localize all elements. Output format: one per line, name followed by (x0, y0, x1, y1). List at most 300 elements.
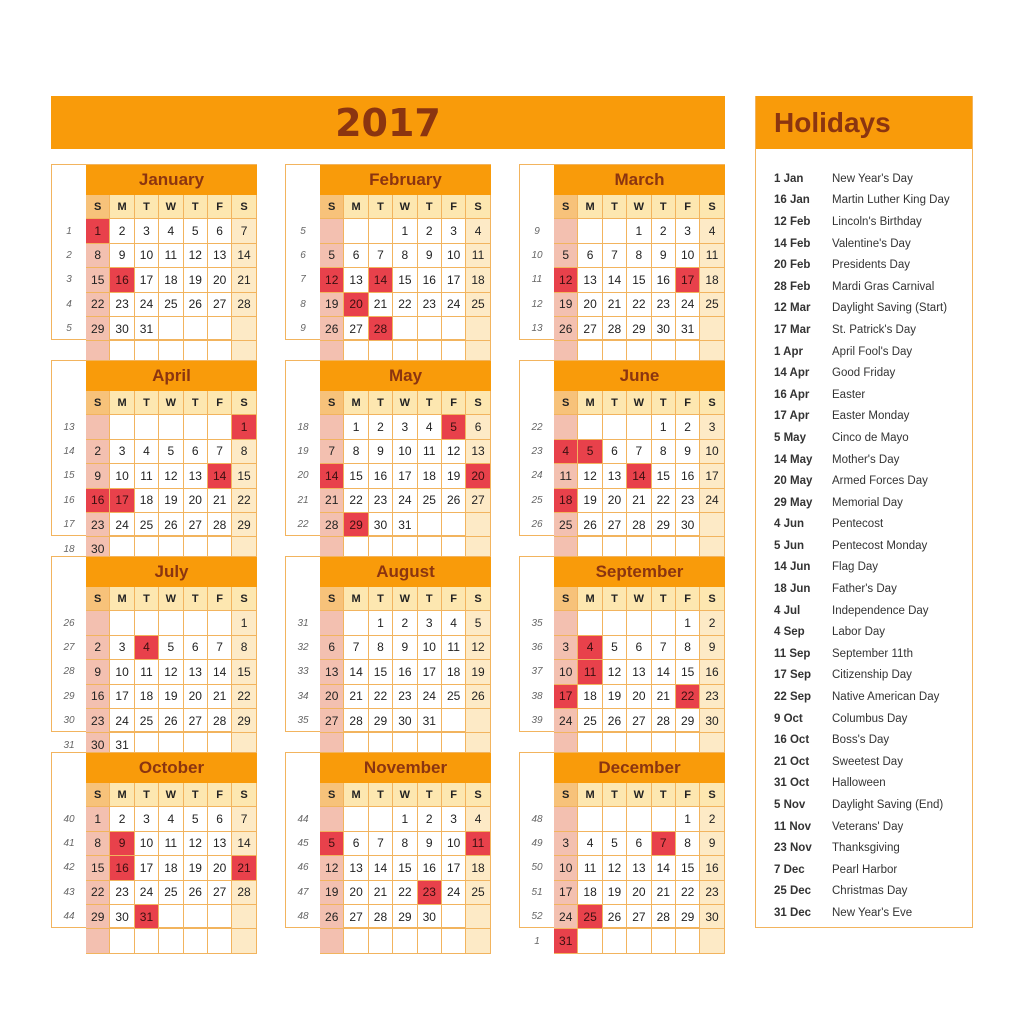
day-cell: 13 (184, 660, 208, 684)
day-cell: 22 (369, 685, 393, 709)
week-number: 30 (63, 715, 75, 727)
empty-cell (320, 611, 344, 635)
weekday-header: T (603, 391, 627, 415)
day-cell: 17 (554, 685, 578, 709)
day-cell: 15 (232, 660, 256, 684)
weekday-header: S (554, 391, 578, 415)
day-cell: 30 (110, 317, 134, 341)
holiday-date: 16 Apr (774, 388, 810, 401)
day-cell: 3 (676, 219, 700, 243)
day-cell: 24 (418, 685, 442, 709)
day-cell: 31 (135, 905, 159, 929)
week-number: 52 (531, 911, 543, 923)
day-cell: 12 (603, 856, 627, 880)
weekday-header: W (393, 195, 417, 219)
empty-cell (627, 415, 651, 439)
day-cell: 4 (418, 415, 442, 439)
week-number: 1 (66, 225, 72, 237)
day-cell: 9 (676, 440, 700, 464)
holiday-name: Pentecost Monday (832, 539, 928, 552)
day-cell: 9 (86, 660, 110, 684)
holiday-row (756, 621, 974, 643)
weekday-header: T (418, 391, 442, 415)
week-number: 38 (531, 690, 543, 702)
week-number: 41 (63, 838, 75, 850)
weekday-header: F (442, 391, 466, 415)
day-cell: 13 (627, 660, 651, 684)
day-cell: 1 (676, 611, 700, 635)
day-cell: 26 (184, 293, 208, 317)
day-cell: 25 (578, 709, 602, 733)
holiday-date: 29 May (774, 496, 813, 509)
holiday-date: 16 Oct (774, 734, 810, 747)
month-name: September (554, 557, 725, 587)
holiday-date: 14 May (774, 453, 813, 466)
week-number: 10 (531, 250, 543, 262)
day-cell: 10 (676, 244, 700, 268)
holiday-row (756, 211, 974, 233)
holiday-date: 20 Feb (774, 259, 811, 272)
empty-cell (369, 807, 393, 831)
day-cell: 5 (603, 636, 627, 660)
day-cell: 8 (676, 636, 700, 660)
day-cell: 6 (627, 832, 651, 856)
week-number: 1 (534, 935, 540, 947)
day-cell: 30 (110, 905, 134, 929)
weekday-header: T (418, 195, 442, 219)
weekday-header: F (208, 195, 232, 219)
day-cell: 20 (208, 856, 232, 880)
weekday-header: W (627, 587, 651, 611)
holiday-date: 1 Apr (774, 345, 803, 358)
holiday-date: 11 Sep (774, 647, 811, 660)
day-cell: 7 (627, 440, 651, 464)
day-cell: 7 (652, 832, 676, 856)
holiday-row (756, 470, 974, 492)
weekday-header: M (110, 391, 134, 415)
month-grid (86, 783, 257, 954)
holiday-row (756, 233, 974, 255)
day-cell: 26 (159, 709, 183, 733)
day-cell: 29 (86, 317, 110, 341)
weekday-header: T (418, 587, 442, 611)
day-cell: 12 (554, 268, 578, 292)
holiday-name: Flag Day (832, 561, 879, 574)
day-cell: 9 (393, 636, 417, 660)
week-number: 29 (63, 690, 75, 702)
holiday-date: 16 Jan (774, 194, 810, 207)
weekday-header: M (110, 587, 134, 611)
holiday-date: 9 Oct (774, 712, 803, 725)
holiday-name: Father's Day (832, 583, 897, 596)
weekday-header: S (700, 391, 724, 415)
day-cell: 25 (554, 513, 578, 537)
empty-cell (700, 929, 724, 953)
day-cell: 20 (184, 489, 208, 513)
day-cell: 11 (159, 244, 183, 268)
day-cell: 20 (344, 293, 368, 317)
holiday-date: 5 May (774, 431, 806, 444)
month-name: October (86, 753, 257, 783)
week-number: 26 (531, 519, 543, 531)
day-cell: 14 (320, 464, 344, 488)
month-grid (86, 391, 257, 562)
holiday-list (756, 168, 974, 924)
weekday-header: T (603, 783, 627, 807)
holiday-row (756, 837, 974, 859)
day-cell: 27 (208, 881, 232, 905)
holiday-row (756, 729, 974, 751)
day-cell: 23 (86, 709, 110, 733)
day-cell: 22 (676, 881, 700, 905)
week-numbers (286, 415, 320, 537)
day-cell: 5 (320, 832, 344, 856)
day-cell: 16 (86, 489, 110, 513)
weekday-header: T (184, 587, 208, 611)
holiday-date: 12 Mar (774, 302, 811, 315)
week-number: 50 (531, 862, 543, 874)
day-cell: 16 (393, 660, 417, 684)
weekday-header: S (86, 783, 110, 807)
day-cell: 13 (466, 440, 490, 464)
week-number: 35 (531, 617, 543, 629)
empty-cell (393, 929, 417, 953)
day-cell: 27 (627, 709, 651, 733)
holiday-date: 7 Dec (774, 863, 805, 876)
day-cell: 23 (110, 293, 134, 317)
holiday-date: 22 Sep (774, 691, 812, 704)
week-number: 14 (63, 446, 75, 458)
day-cell: 28 (320, 513, 344, 537)
day-cell: 22 (232, 489, 256, 513)
holiday-row (756, 319, 974, 341)
weekday-header: M (344, 391, 368, 415)
weekday-header: F (442, 783, 466, 807)
weekday-header: F (676, 391, 700, 415)
day-cell: 7 (232, 807, 256, 831)
day-cell: 28 (652, 709, 676, 733)
day-cell: 11 (466, 244, 490, 268)
week-number: 36 (531, 642, 543, 654)
month-grid (320, 391, 491, 562)
day-cell: 8 (86, 832, 110, 856)
month-august (285, 556, 491, 732)
day-cell: 10 (110, 464, 134, 488)
day-cell: 2 (86, 636, 110, 660)
holiday-name: Boss's Day (832, 734, 890, 747)
day-cell: 6 (627, 636, 651, 660)
weekday-header: W (159, 195, 183, 219)
day-cell: 19 (159, 489, 183, 513)
holiday-date: 5 Jun (774, 539, 805, 552)
day-cell: 9 (700, 832, 724, 856)
weekday-header: S (554, 195, 578, 219)
empty-cell (344, 929, 368, 953)
day-cell: 18 (700, 268, 724, 292)
month-october (51, 752, 257, 928)
day-cell: 23 (418, 293, 442, 317)
day-cell: 19 (466, 660, 490, 684)
holiday-date: 17 Apr (774, 410, 810, 423)
day-cell: 15 (393, 856, 417, 880)
empty-cell (232, 929, 256, 953)
weekday-header: S (700, 783, 724, 807)
day-cell: 10 (700, 440, 724, 464)
day-cell: 4 (135, 440, 159, 464)
day-cell: 21 (369, 293, 393, 317)
weekday-header: M (110, 783, 134, 807)
day-cell: 25 (578, 905, 602, 929)
holiday-name: Mardi Gras Carnival (832, 280, 935, 293)
day-cell: 8 (393, 244, 417, 268)
day-cell: 7 (603, 244, 627, 268)
day-cell: 9 (369, 440, 393, 464)
day-cell: 28 (652, 905, 676, 929)
day-cell: 28 (603, 317, 627, 341)
day-cell: 27 (184, 709, 208, 733)
day-cell: 17 (393, 464, 417, 488)
day-cell: 28 (208, 709, 232, 733)
week-number: 20 (297, 470, 309, 482)
day-cell: 22 (393, 881, 417, 905)
week-number: 8 (300, 298, 306, 310)
day-cell: 23 (86, 513, 110, 537)
weekday-header: S (320, 391, 344, 415)
empty-cell (320, 219, 344, 243)
day-cell: 9 (652, 244, 676, 268)
day-cell: 13 (184, 464, 208, 488)
day-cell: 7 (369, 244, 393, 268)
weekday-header: S (700, 195, 724, 219)
empty-cell (603, 611, 627, 635)
empty-cell (578, 415, 602, 439)
week-number: 19 (297, 446, 309, 458)
day-cell: 22 (86, 881, 110, 905)
holiday-name: Veterans' Day (832, 820, 904, 833)
weekday-header: F (208, 391, 232, 415)
empty-cell (700, 513, 724, 537)
day-cell: 6 (184, 636, 208, 660)
weekday-header: M (578, 783, 602, 807)
month-name: February (320, 165, 491, 195)
day-cell: 27 (344, 317, 368, 341)
holiday-row (756, 276, 974, 298)
day-cell: 25 (159, 293, 183, 317)
empty-cell (466, 513, 490, 537)
holiday-name: Sweetest Day (832, 755, 903, 768)
day-cell: 3 (554, 636, 578, 660)
day-cell: 28 (627, 513, 651, 537)
weekday-header: W (627, 391, 651, 415)
day-cell: 17 (442, 268, 466, 292)
day-cell: 12 (578, 464, 602, 488)
day-cell: 3 (554, 832, 578, 856)
holiday-date: 4 Jun (774, 518, 805, 531)
empty-cell (578, 929, 602, 953)
day-cell: 24 (135, 293, 159, 317)
weekday-header: F (676, 783, 700, 807)
day-cell: 11 (554, 464, 578, 488)
holiday-row (756, 341, 974, 363)
day-cell: 21 (603, 293, 627, 317)
weekday-header: S (86, 195, 110, 219)
holiday-date: 4 Sep (774, 626, 805, 639)
day-cell: 16 (418, 856, 442, 880)
day-cell: 5 (466, 611, 490, 635)
day-cell: 5 (184, 807, 208, 831)
day-cell: 31 (554, 929, 578, 953)
empty-cell (554, 611, 578, 635)
week-number: 25 (531, 494, 543, 506)
holiday-name: St. Patrick's Day (832, 323, 916, 336)
weekday-header: T (369, 195, 393, 219)
day-cell: 8 (232, 440, 256, 464)
day-cell: 31 (676, 317, 700, 341)
weekday-header: S (320, 195, 344, 219)
week-number: 5 (300, 225, 306, 237)
empty-cell (135, 611, 159, 635)
day-cell: 24 (554, 709, 578, 733)
day-cell: 3 (110, 636, 134, 660)
day-cell: 23 (676, 489, 700, 513)
day-cell: 15 (232, 464, 256, 488)
holiday-row (756, 686, 974, 708)
weekday-header: S (232, 587, 256, 611)
day-cell: 28 (344, 709, 368, 733)
holiday-date: 28 Feb (774, 280, 811, 293)
day-cell: 8 (676, 832, 700, 856)
holiday-row (756, 557, 974, 579)
day-cell: 16 (700, 856, 724, 880)
day-cell: 21 (627, 489, 651, 513)
empty-cell (466, 929, 490, 953)
month-february (285, 164, 491, 340)
day-cell: 8 (652, 440, 676, 464)
day-cell: 4 (159, 219, 183, 243)
day-cell: 26 (603, 709, 627, 733)
week-number: 9 (300, 323, 306, 335)
day-cell: 28 (369, 317, 393, 341)
week-number: 33 (297, 666, 309, 678)
day-cell: 12 (442, 440, 466, 464)
weekday-header: M (344, 783, 368, 807)
day-cell: 14 (208, 660, 232, 684)
week-number: 22 (531, 421, 543, 433)
week-number: 37 (531, 666, 543, 678)
day-cell: 22 (652, 489, 676, 513)
day-cell: 17 (110, 685, 134, 709)
day-cell: 9 (700, 636, 724, 660)
day-cell: 16 (700, 660, 724, 684)
empty-cell (466, 709, 490, 733)
day-cell: 9 (418, 244, 442, 268)
day-cell: 6 (344, 832, 368, 856)
day-cell: 7 (369, 832, 393, 856)
day-cell: 19 (159, 685, 183, 709)
holiday-row (756, 298, 974, 320)
day-cell: 13 (208, 244, 232, 268)
weekday-header: M (578, 391, 602, 415)
day-cell: 29 (676, 709, 700, 733)
empty-cell (418, 929, 442, 953)
day-cell: 30 (86, 537, 110, 561)
month-january (51, 164, 257, 340)
day-cell: 29 (652, 513, 676, 537)
day-cell: 13 (344, 268, 368, 292)
weekday-header: W (393, 587, 417, 611)
day-cell: 19 (442, 464, 466, 488)
holiday-row (756, 535, 974, 557)
day-cell: 13 (578, 268, 602, 292)
week-numbers (52, 415, 86, 561)
weekday-header: W (393, 391, 417, 415)
week-number: 3 (66, 274, 72, 286)
empty-cell (442, 513, 466, 537)
week-numbers (520, 611, 554, 733)
holiday-name: New Year's Eve (832, 906, 913, 919)
weekday-header: S (554, 783, 578, 807)
weekday-header: F (676, 195, 700, 219)
day-cell: 23 (700, 881, 724, 905)
weekday-header: S (232, 391, 256, 415)
day-cell: 6 (466, 415, 490, 439)
month-december (519, 752, 725, 949)
month-grid (320, 195, 491, 366)
day-cell: 1 (393, 219, 417, 243)
day-cell: 22 (393, 293, 417, 317)
day-cell: 6 (344, 244, 368, 268)
day-cell: 18 (466, 268, 490, 292)
holiday-name: Lincoln's Birthday (832, 215, 922, 228)
week-numbers (520, 219, 554, 341)
holiday-row (756, 773, 974, 795)
holiday-date: 21 Oct (774, 755, 810, 768)
day-cell: 16 (110, 268, 134, 292)
day-cell: 23 (418, 881, 442, 905)
day-cell: 21 (232, 856, 256, 880)
week-number: 21 (297, 494, 309, 506)
day-cell: 31 (393, 513, 417, 537)
day-cell: 20 (578, 293, 602, 317)
month-grid (320, 587, 491, 758)
holiday-name: Valentine's Day (832, 237, 911, 250)
day-cell: 12 (184, 832, 208, 856)
empty-cell (159, 415, 183, 439)
week-number: 32 (297, 642, 309, 654)
day-cell: 2 (369, 415, 393, 439)
weekday-header: T (603, 195, 627, 219)
empty-cell (232, 905, 256, 929)
day-cell: 1 (393, 807, 417, 831)
holiday-date: 5 Nov (774, 799, 806, 812)
month-july (51, 556, 257, 753)
day-cell: 25 (135, 709, 159, 733)
week-number: 40 (63, 813, 75, 825)
day-cell: 12 (184, 244, 208, 268)
empty-cell (208, 317, 232, 341)
day-cell: 2 (676, 415, 700, 439)
day-cell: 2 (418, 807, 442, 831)
holiday-row (756, 514, 974, 536)
weekday-header: S (700, 587, 724, 611)
holiday-date: 23 Nov (774, 842, 812, 855)
empty-cell (466, 905, 490, 929)
holiday-name: Armed Forces Day (832, 475, 928, 488)
empty-cell (110, 611, 134, 635)
day-cell: 27 (466, 489, 490, 513)
holiday-name: Labor Day (832, 626, 886, 639)
empty-cell (393, 317, 417, 341)
